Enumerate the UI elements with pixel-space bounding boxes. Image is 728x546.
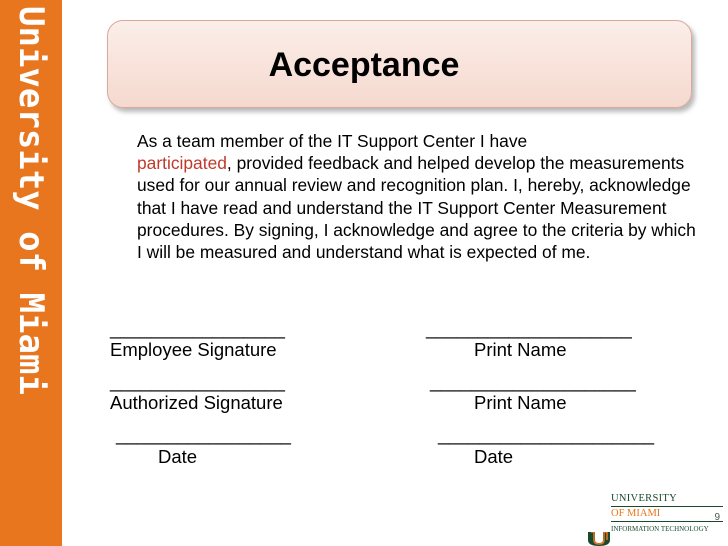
acceptance-paragraph [137, 130, 697, 263]
print-name-line-2: ____________________ [430, 371, 636, 392]
employee-signature-line: _________________ [110, 318, 285, 339]
print-name-line-1: ____________________ [426, 318, 632, 339]
logo-of-miami-text: OF MIAMI [611, 508, 661, 519]
logo-rule-top [611, 506, 723, 507]
authorized-signature-line: _________________ [110, 371, 285, 392]
paragraph-highlight: participated [137, 153, 227, 174]
paragraph-part-2: , provided feedback and helped develop the measurements used for our annual review and recognition plan. I, hereby, acknowledge that I have read and understand the IT Support Center Measurement procedures. By signing, I acknowledge and agree to the criteria by which I will be measured and understand what is expected of me. [137, 153, 696, 263]
print-name-label-1: Print Name [474, 339, 567, 360]
logo-university-text: UNIVERSITY [611, 493, 677, 504]
date-line-1: _________________ [116, 424, 291, 445]
date-label-2: Date [474, 446, 514, 467]
page-number: 9 [714, 512, 720, 523]
sidebar-university-text: University of Miami [11, 6, 51, 395]
page-title: Acceptance [268, 46, 460, 84]
employee-signature-label: Employee Signature [110, 339, 277, 360]
u-logo-icon [586, 532, 612, 546]
date-line-2: _____________________ [438, 424, 655, 445]
print-name-label-2: Print Name [474, 392, 567, 413]
date-label-1: Date [158, 446, 198, 467]
logo-rule-bottom [611, 521, 723, 522]
university-logo [611, 494, 723, 534]
authorized-signature-label: Authorized Signature [110, 392, 283, 413]
logo-information-technology-text: INFORMATION TECHNOLOGY [611, 525, 709, 533]
paragraph-part-1: As a team member of the IT Support Center I have [137, 131, 528, 151]
